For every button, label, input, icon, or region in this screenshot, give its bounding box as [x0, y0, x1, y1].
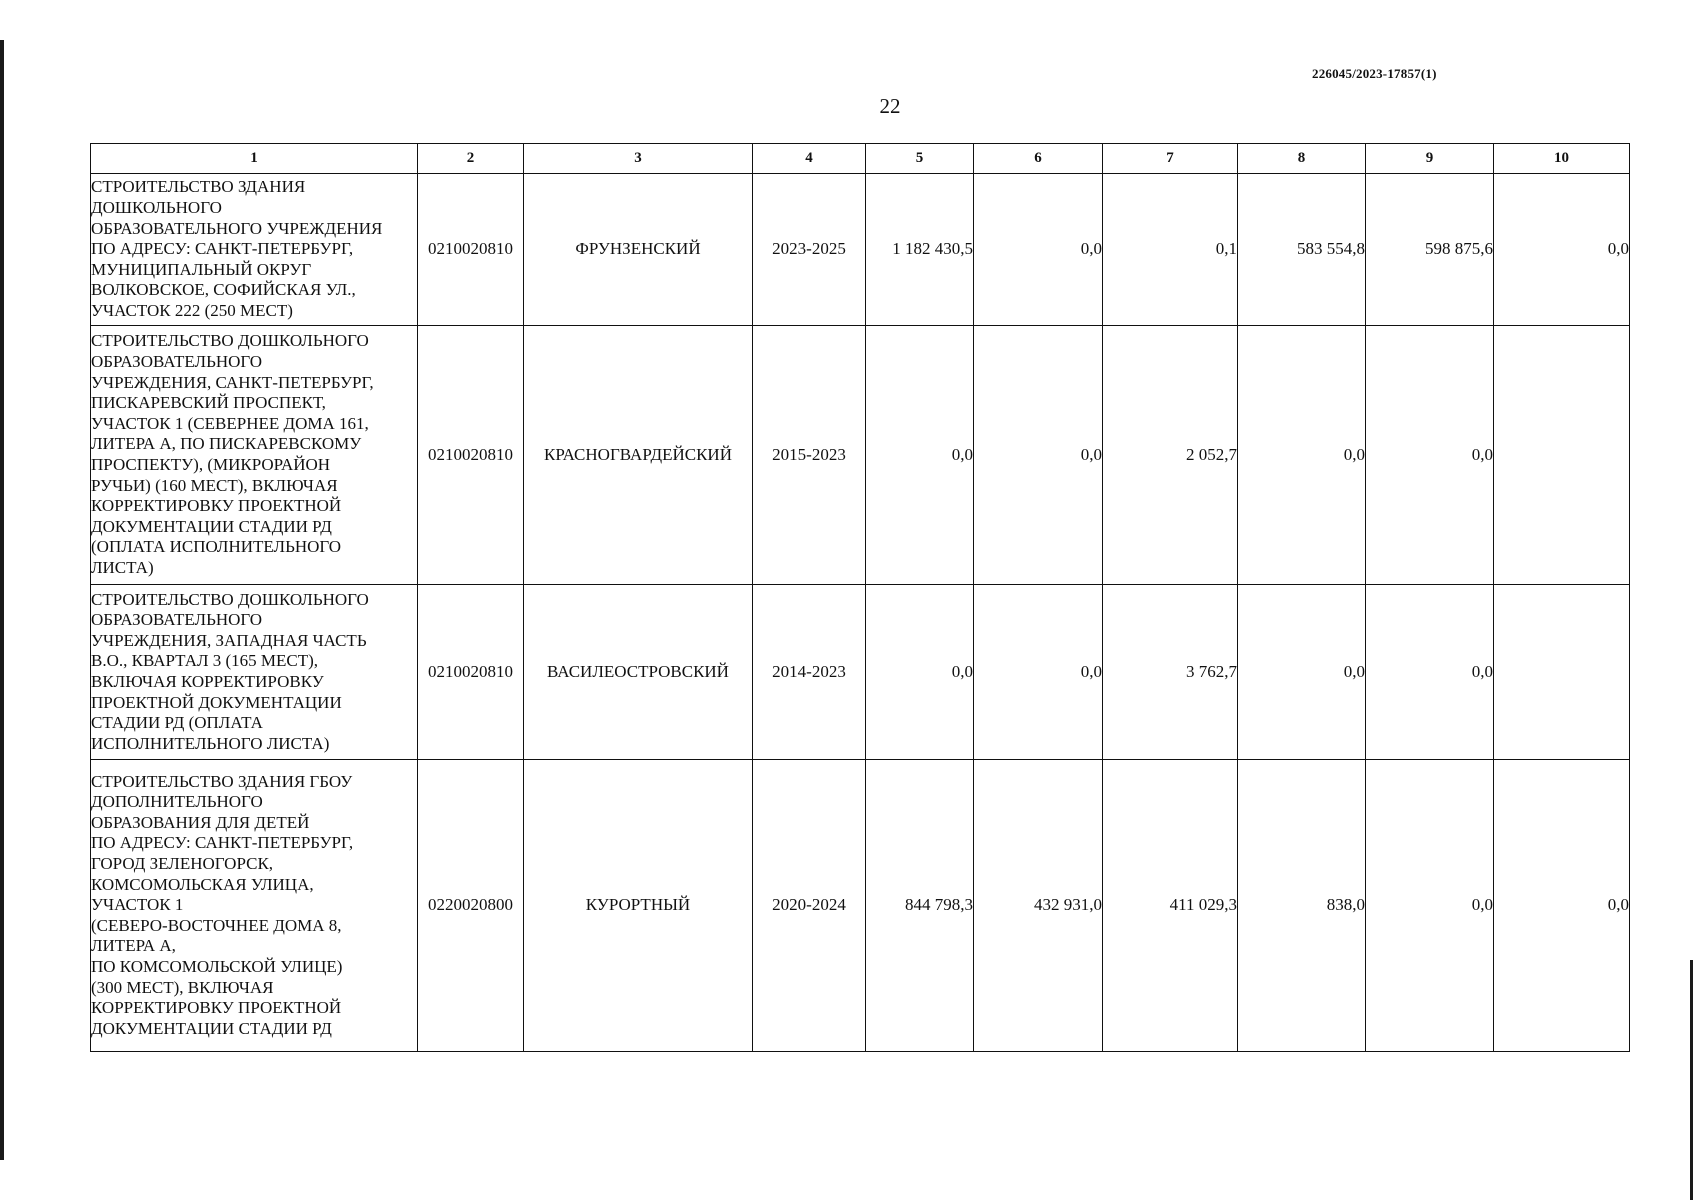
data-table	[90, 143, 1630, 1052]
cell-period: 2015-2023	[753, 326, 866, 585]
table-row	[91, 585, 1630, 760]
column-header-4: 4	[753, 144, 866, 174]
cell-col-5: 0,0	[866, 326, 974, 585]
cell-col-9: 598 875,6	[1366, 174, 1494, 326]
cell-col-5: 1 182 430,5	[866, 174, 974, 326]
cell-col-7: 3 762,7	[1103, 585, 1238, 760]
cell-code: 0210020810	[418, 326, 524, 585]
column-header-1: 1	[91, 144, 418, 174]
cell-col-10	[1494, 585, 1630, 760]
column-header-2: 2	[418, 144, 524, 174]
cell-col-9: 0,0	[1366, 760, 1494, 1052]
cell-col-8: 838,0	[1238, 760, 1366, 1052]
cell-col-9: 0,0	[1366, 585, 1494, 760]
cell-period: 2014-2023	[753, 585, 866, 760]
cell-district: ВАСИЛЕОСТРОВСКИЙ	[524, 585, 753, 760]
cell-col-5: 844 798,3	[866, 760, 974, 1052]
cell-col-7: 411 029,3	[1103, 760, 1238, 1052]
cell-period: 2020-2024	[753, 760, 866, 1052]
column-header-3: 3	[524, 144, 753, 174]
cell-period: 2023-2025	[753, 174, 866, 326]
cell-col-8: 0,0	[1238, 585, 1366, 760]
column-header-6: 6	[974, 144, 1103, 174]
cell-col-6: 0,0	[974, 174, 1103, 326]
cell-code: 0210020810	[418, 174, 524, 326]
cell-code: 0210020810	[418, 585, 524, 760]
cell-col-6: 0,0	[974, 585, 1103, 760]
column-header-7: 7	[1103, 144, 1238, 174]
cell-col-8: 583 554,8	[1238, 174, 1366, 326]
cell-col-6: 432 931,0	[974, 760, 1103, 1052]
column-header-5: 5	[866, 144, 974, 174]
column-header-9: 9	[1366, 144, 1494, 174]
cell-object-name: СТРОИТЕЛЬСТВО ЗДАНИЯ ГБОУ ДОПОЛНИТЕЛЬНОГО ОБРАЗОВАНИЯ ДЛЯ ДЕТЕЙ ПО АДРЕСУ: САНКТ-ПЕТЕРБУРГ, ГОРОД ЗЕЛЕНОГОРСК, КОМСОМОЛЬСКАЯ УЛИЦА, УЧАСТОК 1 (СЕВЕРО-ВОСТОЧНЕЕ ДОМА 8, ЛИТЕРА А, ПО КОМСОМОЛЬСКОЙ УЛИЦЕ) (300 МЕСТ), ВКЛЮЧАЯ КОРРЕКТИРОВКУ ПРОЕКТНОЙ ДОКУМЕНТАЦИИ СТАДИИ РД	[91, 760, 418, 1052]
cell-col-8: 0,0	[1238, 326, 1366, 585]
cell-col-10: 0,0	[1494, 760, 1630, 1052]
scan-edge-left	[0, 40, 4, 1160]
cell-district: КУРОРТНЫЙ	[524, 760, 753, 1052]
table-row	[91, 174, 1630, 326]
cell-district: КРАСНОГВАРДЕЙСКИЙ	[524, 326, 753, 585]
cell-col-10	[1494, 326, 1630, 585]
table-row	[91, 760, 1630, 1052]
table-row	[91, 326, 1630, 585]
cell-code: 0220020800	[418, 760, 524, 1052]
cell-object-name: СТРОИТЕЛЬСТВО ЗДАНИЯ ДОШКОЛЬНОГО ОБРАЗОВАТЕЛЬНОГО УЧРЕЖДЕНИЯ ПО АДРЕСУ: САНКТ-ПЕТЕРБУРГ, МУНИЦИПАЛЬНЫЙ ОКРУГ ВОЛКОВСКОЕ, СОФИЙСКАЯ УЛ., УЧАСТОК 222 (250 МЕСТ)	[91, 174, 418, 326]
table-header-row	[91, 144, 1630, 174]
cell-district: ФРУНЗЕНСКИЙ	[524, 174, 753, 326]
cell-col-5: 0,0	[866, 585, 974, 760]
cell-col-10: 0,0	[1494, 174, 1630, 326]
cell-object-name: СТРОИТЕЛЬСТВО ДОШКОЛЬНОГО ОБРАЗОВАТЕЛЬНОГО УЧРЕЖДЕНИЯ, САНКТ-ПЕТЕРБУРГ, ПИСКАРЕВСКИЙ ПРОСПЕКТ, УЧАСТОК 1 (СЕВЕРНЕЕ ДОМА 161, ЛИТЕРА А, ПО ПИСКАРЕВСКОМУ ПРОСПЕКТУ), (МИКРОРАЙОН РУЧЬИ) (160 МЕСТ), ВКЛЮЧАЯ КОРРЕКТИРОВКУ ПРОЕКТНОЙ ДОКУМЕНТАЦИИ СТАДИИ РД (ОПЛАТА ИСПОЛНИТЕЛЬНОГО ЛИСТА)	[91, 326, 418, 585]
cell-col-7: 0,1	[1103, 174, 1238, 326]
scan-edge-right	[1690, 960, 1693, 1200]
cell-col-9: 0,0	[1366, 326, 1494, 585]
page-number: 22	[879, 94, 901, 118]
cell-col-7: 2 052,7	[1103, 326, 1238, 585]
cell-col-6: 0,0	[974, 326, 1103, 585]
column-header-10: 10	[1494, 144, 1630, 174]
column-header-8: 8	[1238, 144, 1366, 174]
document-number: 226045/2023-17857(1)	[1312, 66, 1437, 81]
cell-object-name: СТРОИТЕЛЬСТВО ДОШКОЛЬНОГО ОБРАЗОВАТЕЛЬНОГО УЧРЕЖДЕНИЯ, ЗАПАДНАЯ ЧАСТЬ В.О., КВАРТАЛ 3 (165 МЕСТ), ВКЛЮЧАЯ КОРРЕКТИРОВКУ ПРОЕКТНОЙ ДОКУМЕНТАЦИИ СТАДИИ РД (ОПЛАТА ИСПОЛНИТЕЛЬНОГО ЛИСТА)	[91, 585, 418, 760]
